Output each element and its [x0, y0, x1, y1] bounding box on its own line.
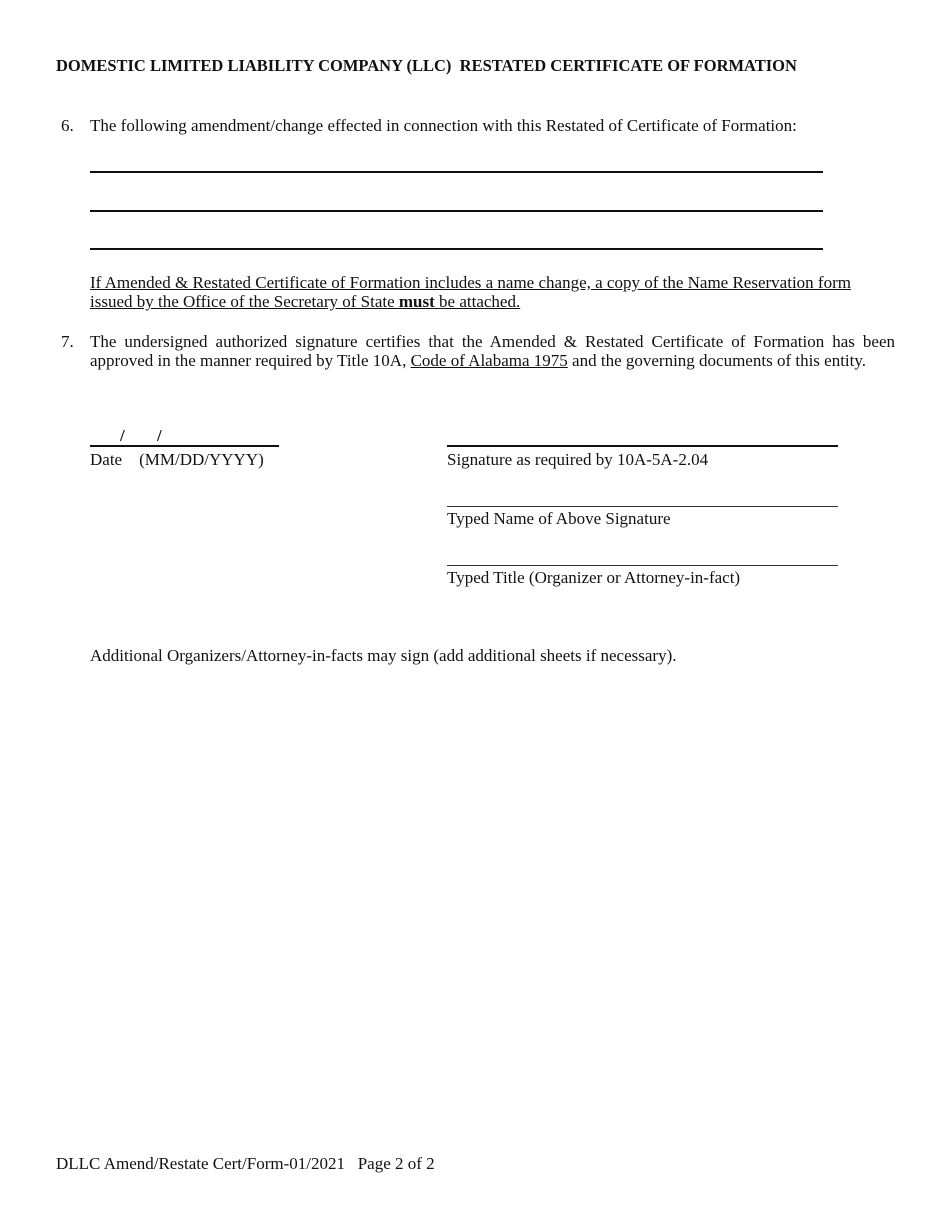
footer-form-id: DLLC Amend/Restate Cert/Form-01/2021 [56, 1154, 345, 1173]
item-6-text: The following amendment/change effected in connection with this Restated of Certificate of Formation: [90, 116, 797, 135]
name-change-note: If Amended & Restated Certificate of Formation includes a name change, a copy of the Name Reservation form issued by the Office of the Secretary of State must be attached. [90, 273, 851, 311]
date-slash-2: / [157, 426, 162, 445]
date-label: Date (MM/DD/YYYY) [90, 450, 264, 469]
amendment-line-1[interactable] [90, 171, 823, 173]
code-of-alabama-reference: Code of Alabama 1975 [410, 351, 568, 370]
amendment-line-3[interactable] [90, 248, 823, 250]
typed-title-line[interactable] [447, 565, 838, 566]
date-input-line[interactable] [90, 426, 279, 447]
item-7-number: 7. [61, 332, 74, 351]
item-6-number: 6. [61, 116, 74, 135]
footer-page-number: Page 2 of 2 [357, 1154, 435, 1173]
typed-name-line[interactable] [447, 506, 838, 507]
form-title: DOMESTIC LIMITED LIABILITY COMPANY (LLC) RESTATED CERTIFICATE OF FORMATION [56, 56, 797, 75]
typed-name-label: Typed Name of Above Signature [447, 509, 671, 528]
typed-title-label: Typed Title (Organizer or Attorney-in-fact) [447, 568, 741, 587]
additional-organizers-note: Additional Organizers/Attorney-in-facts may sign (add additional sheets if necessary). [90, 646, 677, 665]
date-slash-1: / [120, 426, 125, 445]
amendment-line-2[interactable] [90, 210, 823, 212]
footer [56, 1154, 435, 1174]
signature-line[interactable] [447, 445, 838, 447]
note-must-emphasis: must [398, 292, 435, 311]
signature-label: Signature as required by 10A-5A-2.04 [447, 450, 709, 469]
item-7-text: The undersigned authorized signature certifies that the Amended & Restated Certificate of Formation has been approved in the manner required by Title 10A, Code of Alabama 1975 and the governing documents of this entity. [90, 332, 895, 370]
